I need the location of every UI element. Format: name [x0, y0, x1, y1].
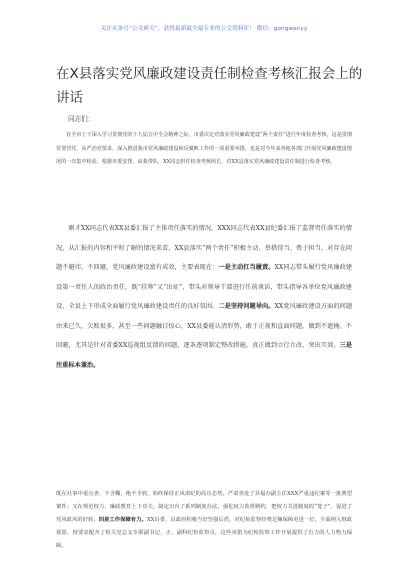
- paragraph-1-text: 在全市上下深入学习贯彻党的十九届五中全会精神之际，市委决定对落实党风廉政建设“两个责任”进行年度检查考核，这是贯彻党要管党、从严治党要求，深入推进我市党风廉政建设和反腐败工作的一项重要举措，也是对今年来各地各部门开展党风廉政建设情况的一次集中检验。根据市委安排，由我带队，XX同志担任检查考核组长，对XX县落实党风廉政建设责任制进行检查考核。: [56, 132, 352, 165]
- highlight-point-3: 三是注重标本兼治。: [56, 342, 353, 369]
- document-title: 在X县落实党风廉政建设责任制检查考核汇报会上的讲话: [56, 66, 363, 106]
- highlight-point-2: 二是坚持问题导向。: [218, 303, 275, 310]
- paragraph-2-point-4: XX县委、县政府积极当好坚强后盾，对纪检监察经费足额保障更进一位，全面纳入财政预算，按要求配齐了机关党总支专职副书记，正、副科纪检监察员，这些举措为纪检监察工作开展提供了有力的人力物力保障。: [56, 517, 352, 549]
- header-banner: 关注头条号“公文研究”，获得最新最全最专业的公文资料库！ 微信：gongwenyy: [100, 26, 308, 32]
- paragraph-2-text: [56, 219, 352, 375]
- highlight-point-4: 四是工作保障有力。: [98, 517, 147, 523]
- paragraph-2-intro: 刚才XX同志代表XX县委汇报了主体责任落实的情况，XXX同志代表XX县纪委汇报了监督责任落实的情况，从汇报的内容和平时了解的情况来看，XX县落实“两个责任”积极主动、举措得当、费于担当，对存在问题不避讳、不回避，党风廉政建设富有成效，主要表现在：: [56, 225, 352, 271]
- paragraph-2-point-3: 既在社事中重点查、不含糊，绝不手软，始终保持正风肃纪的高压态势，严肃查处了县福办副主任XXX严重违纪案等一批典型案件；又在规范权力、廉政教育上下功夫，制定出台了系列制度办法，强化权力监督制约，把权力关进制度的“笼子”，促进了党风政风的好转。: [56, 491, 352, 523]
- paragraph-2-point-1: XX同志带头履行党风廉政建设第一责任人的政治责任，既“挂帅”又“出征”，带头对领导干部进行任前谈话，带头指导各单位党风廉政建设，全县上下形成全面履行党风廉政建设责任的良好氛围。: [56, 264, 353, 310]
- paragraph-2: [56, 219, 352, 375]
- paragraph-2-point-2: XX党风廉政建设方面的问题由来已久、欠账很多，甚至一些问题触目惊心，XX县委能认清形势，敢于正视和直面问题，做到不遮掩、不回避，尤其是针对省委XX巡视组反馈的问题，逐条逐项制定整改措施，真正做到立行立改、突出实效。: [56, 303, 353, 349]
- paragraph-3: [56, 488, 352, 553]
- paragraph-3-text: [56, 488, 352, 553]
- paragraph-1: [56, 129, 352, 170]
- greeting: 同志们：: [68, 115, 95, 123]
- highlight-point-1: 一是主动扛当履责。: [218, 264, 275, 271]
